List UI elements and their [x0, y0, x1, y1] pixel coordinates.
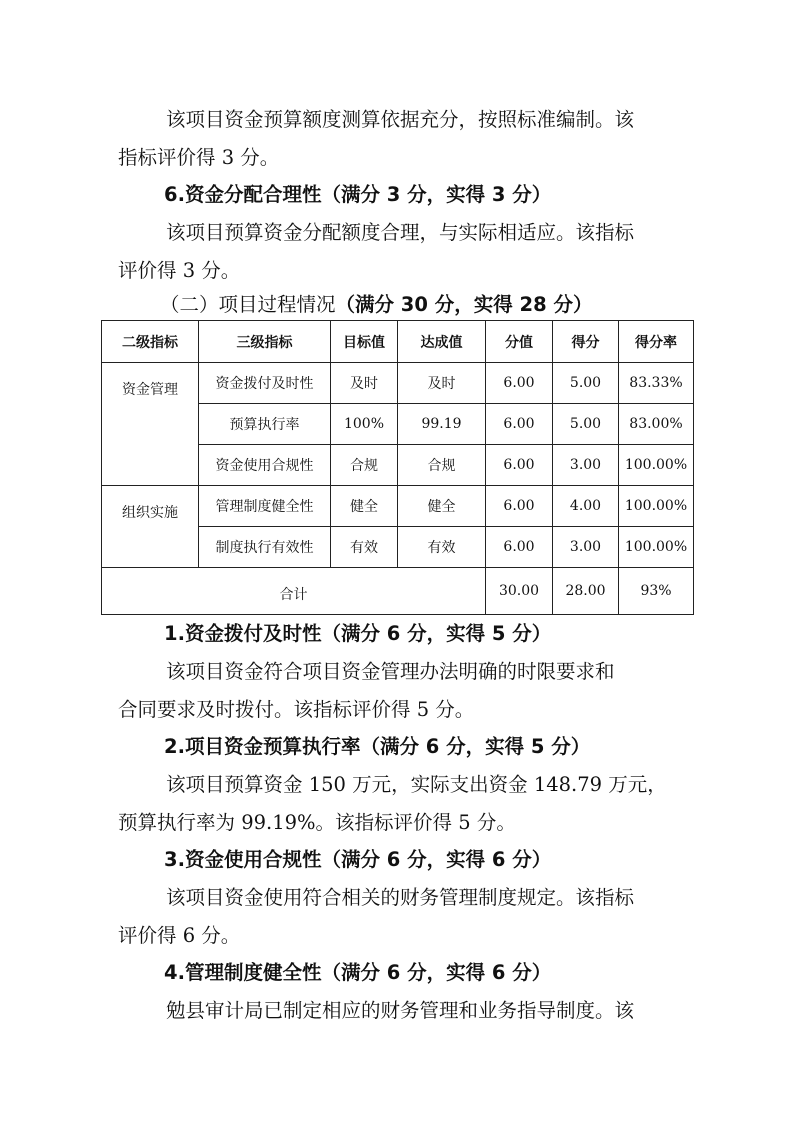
table-cell: 合规 — [331, 445, 398, 486]
section-heading — [160, 292, 592, 318]
table-cell: 健全 — [331, 486, 398, 527]
total-cell: 28.00 — [553, 568, 619, 615]
table-cell: 3.00 — [553, 445, 619, 486]
paragraph-line: 勉县审计局已制定相应的财务管理和业务指导制度。该 — [166, 999, 635, 1022]
table-cell: 资金使用合规性 — [199, 445, 331, 486]
total-label: 合计 — [102, 568, 486, 615]
total-cell: 30.00 — [486, 568, 553, 615]
process-evaluation-table — [101, 320, 694, 615]
paragraph-line: 该项目资金使用符合相关的财务管理制度规定。该指标 — [166, 886, 635, 909]
table-cell: 有效 — [331, 527, 398, 568]
table-cell: 100.00% — [619, 445, 694, 486]
heading-management-system: 4.管理制度健全性（满分 6 分，实得 6 分） — [164, 961, 552, 984]
table-header-row — [102, 321, 694, 363]
paragraph-line: 评价得 6 分。 — [118, 924, 241, 947]
heading-allocation: 6.资金分配合理性（满分 3 分，实得 3 分） — [164, 183, 552, 206]
paragraph-line: 该项目资金符合项目资金管理办法明确的时限要求和 — [166, 660, 615, 683]
table-cell: 5.00 — [553, 363, 619, 404]
table-cell: 4.00 — [553, 486, 619, 527]
paragraph-line: 预算执行率为 99.19%。该指标评价得 5 分。 — [118, 811, 516, 834]
table-cell: 有效 — [398, 527, 486, 568]
table-cell: 6.00 — [486, 363, 553, 404]
paragraph-line: 该项目资金预算额度测算依据充分，按照标准编制。该 — [166, 108, 635, 131]
table-cell: 6.00 — [486, 404, 553, 445]
paragraph-line: 该项目预算资金分配额度合理，与实际相适应。该指标 — [166, 221, 635, 244]
table-cell: 100.00% — [619, 527, 694, 568]
table-cell: 健全 — [398, 486, 486, 527]
total-cell: 93% — [619, 568, 694, 615]
table-cell: 及时 — [398, 363, 486, 404]
table-cell: 5.00 — [553, 404, 619, 445]
paragraph-line: 评价得 3 分。 — [118, 259, 241, 282]
paragraph-line: 合同要求及时拨付。该指标评价得 5 分。 — [118, 698, 475, 721]
group-cell: 组织实施 — [102, 486, 199, 568]
table-row — [102, 363, 694, 404]
table-header: 目标值 — [331, 321, 398, 363]
heading-budget-execution: 2.项目资金预算执行率（满分 6 分，实得 5 分） — [164, 735, 591, 758]
paragraph-line: 指标评价得 3 分。 — [118, 146, 280, 169]
table-header: 得分率 — [619, 321, 694, 363]
table-total-row — [102, 568, 694, 615]
table-cell: 83.33% — [619, 363, 694, 404]
table-cell: 100.00% — [619, 486, 694, 527]
table-cell: 资金拨付及时性 — [199, 363, 331, 404]
table-header: 二级指标 — [102, 321, 199, 363]
table-header: 达成值 — [398, 321, 486, 363]
paragraph-line: 该项目预算资金 150 万元，实际支出资金 148.79 万元， — [166, 773, 667, 796]
table-header: 三级指标 — [199, 321, 331, 363]
table-cell: 83.00% — [619, 404, 694, 445]
heading-fund-disbursement: 1.资金拨付及时性（满分 6 分，实得 5 分） — [164, 622, 552, 645]
section-heading-title: （二）项目过程情况 — [160, 293, 336, 316]
table-cell: 制度执行有效性 — [199, 527, 331, 568]
table-cell: 6.00 — [486, 445, 553, 486]
table-cell: 99.19 — [398, 404, 486, 445]
section-heading-score: （满分 30 分，实得 28 分） — [335, 293, 593, 316]
table-cell: 3.00 — [553, 527, 619, 568]
table-cell: 6.00 — [486, 527, 553, 568]
heading-fund-compliance: 3.资金使用合规性（满分 6 分，实得 6 分） — [164, 848, 552, 871]
table-cell: 6.00 — [486, 486, 553, 527]
table-header: 得分 — [553, 321, 619, 363]
group-cell: 资金管理 — [102, 363, 199, 486]
table-cell: 及时 — [331, 363, 398, 404]
table-cell: 100% — [331, 404, 398, 445]
table-header: 分值 — [486, 321, 553, 363]
table-cell: 合规 — [398, 445, 486, 486]
table-cell: 预算执行率 — [199, 404, 331, 445]
table-cell: 管理制度健全性 — [199, 486, 331, 527]
table-row — [102, 486, 694, 527]
